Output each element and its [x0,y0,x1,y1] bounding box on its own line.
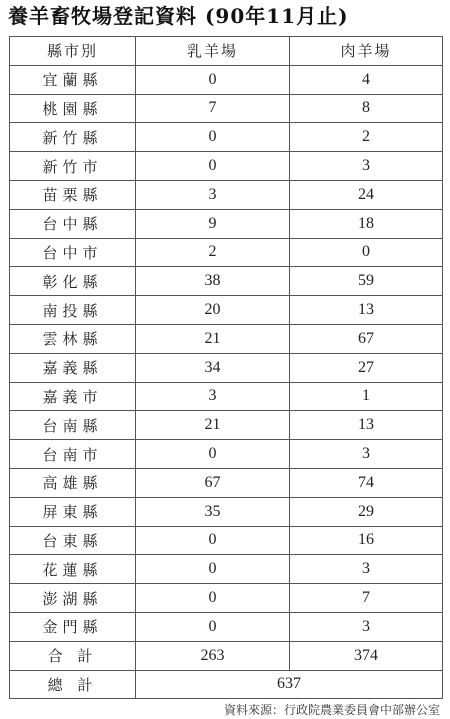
dairy-cell: 21 [136,411,290,440]
header-meat-goat-farms: 肉羊場 [290,37,443,66]
region-cell: 宜蘭縣 [10,65,136,94]
meat-cell: 2 [290,123,443,152]
dairy-cell: 3 [136,382,290,411]
region-cell: 新竹縣 [10,123,136,152]
dairy-cell: 67 [136,468,290,497]
meat-cell: 4 [290,65,443,94]
meat-cell: 74 [290,468,443,497]
header-dairy-goat-farms: 乳羊場 [136,37,290,66]
dairy-cell: 0 [136,123,290,152]
table-row [10,324,443,353]
subtotal-label: 合 計 [10,641,136,670]
table-row [10,267,443,296]
region-cell: 台中市 [10,238,136,267]
meat-cell: 3 [290,555,443,584]
region-cell: 苗栗縣 [10,180,136,209]
data-source-note: 資料來源：行政院農業委員會中部辦公室 [223,703,440,717]
table-row [10,497,443,526]
dairy-cell: 0 [136,440,290,469]
region-cell: 屏東縣 [10,497,136,526]
region-cell: 台南市 [10,440,136,469]
meat-cell: 7 [290,584,443,613]
region-cell: 花蓮縣 [10,555,136,584]
table-row [10,382,443,411]
meat-cell: 3 [290,440,443,469]
meat-cell: 3 [290,152,443,181]
dairy-cell: 38 [136,267,290,296]
meat-cell: 18 [290,209,443,238]
region-cell: 澎湖縣 [10,584,136,613]
goat-farm-registration-table [9,36,443,699]
meat-cell: 1 [290,382,443,411]
region-cell: 雲林縣 [10,324,136,353]
table-row [10,526,443,555]
table-row [10,65,443,94]
meat-cell: 67 [290,324,443,353]
table-row [10,296,443,325]
region-cell: 嘉義縣 [10,353,136,382]
header-region: 縣市別 [10,37,136,66]
dairy-cell: 7 [136,94,290,123]
meat-cell: 13 [290,296,443,325]
table-row [10,94,443,123]
dairy-cell: 21 [136,324,290,353]
dairy-cell: 35 [136,497,290,526]
dairy-cell: 0 [136,65,290,94]
dairy-cell: 0 [136,584,290,613]
total-label: 總 計 [10,670,136,699]
region-cell: 嘉義市 [10,382,136,411]
meat-cell: 13 [290,411,443,440]
dairy-cell: 34 [136,353,290,382]
meat-cell: 24 [290,180,443,209]
region-cell: 桃園縣 [10,94,136,123]
meat-cell: 8 [290,94,443,123]
region-cell: 彰化縣 [10,267,136,296]
dairy-cell: 0 [136,612,290,641]
table-row [10,123,443,152]
table-row [10,468,443,497]
region-cell: 南投縣 [10,296,136,325]
dairy-cell: 0 [136,152,290,181]
meat-cell: 16 [290,526,443,555]
subtotal-row [10,641,443,670]
subtotal-meat: 374 [290,641,443,670]
meat-cell: 29 [290,497,443,526]
table-row [10,411,443,440]
table-row [10,555,443,584]
table-row [10,180,443,209]
region-cell: 金門縣 [10,612,136,641]
table-body [10,65,443,699]
subtotal-dairy: 263 [136,641,290,670]
region-cell: 台中縣 [10,209,136,238]
document-title: 養羊畜牧場登記資料 (90年11月止) [8,4,349,28]
dairy-cell: 0 [136,555,290,584]
total-value: 637 [136,670,443,699]
region-cell: 台東縣 [10,526,136,555]
table-row [10,209,443,238]
table-row [10,152,443,181]
dairy-cell: 0 [136,526,290,555]
table-row [10,353,443,382]
meat-cell: 59 [290,267,443,296]
table-row [10,440,443,469]
table-row [10,238,443,267]
dairy-cell: 9 [136,209,290,238]
region-cell: 高雄縣 [10,468,136,497]
region-cell: 台南縣 [10,411,136,440]
table-row [10,584,443,613]
table-header-row [10,37,443,66]
dairy-cell: 2 [136,238,290,267]
total-row [10,670,443,699]
meat-cell: 0 [290,238,443,267]
meat-cell: 3 [290,612,443,641]
table-row [10,612,443,641]
dairy-cell: 3 [136,180,290,209]
meat-cell: 27 [290,353,443,382]
region-cell: 新竹市 [10,152,136,181]
dairy-cell: 20 [136,296,290,325]
